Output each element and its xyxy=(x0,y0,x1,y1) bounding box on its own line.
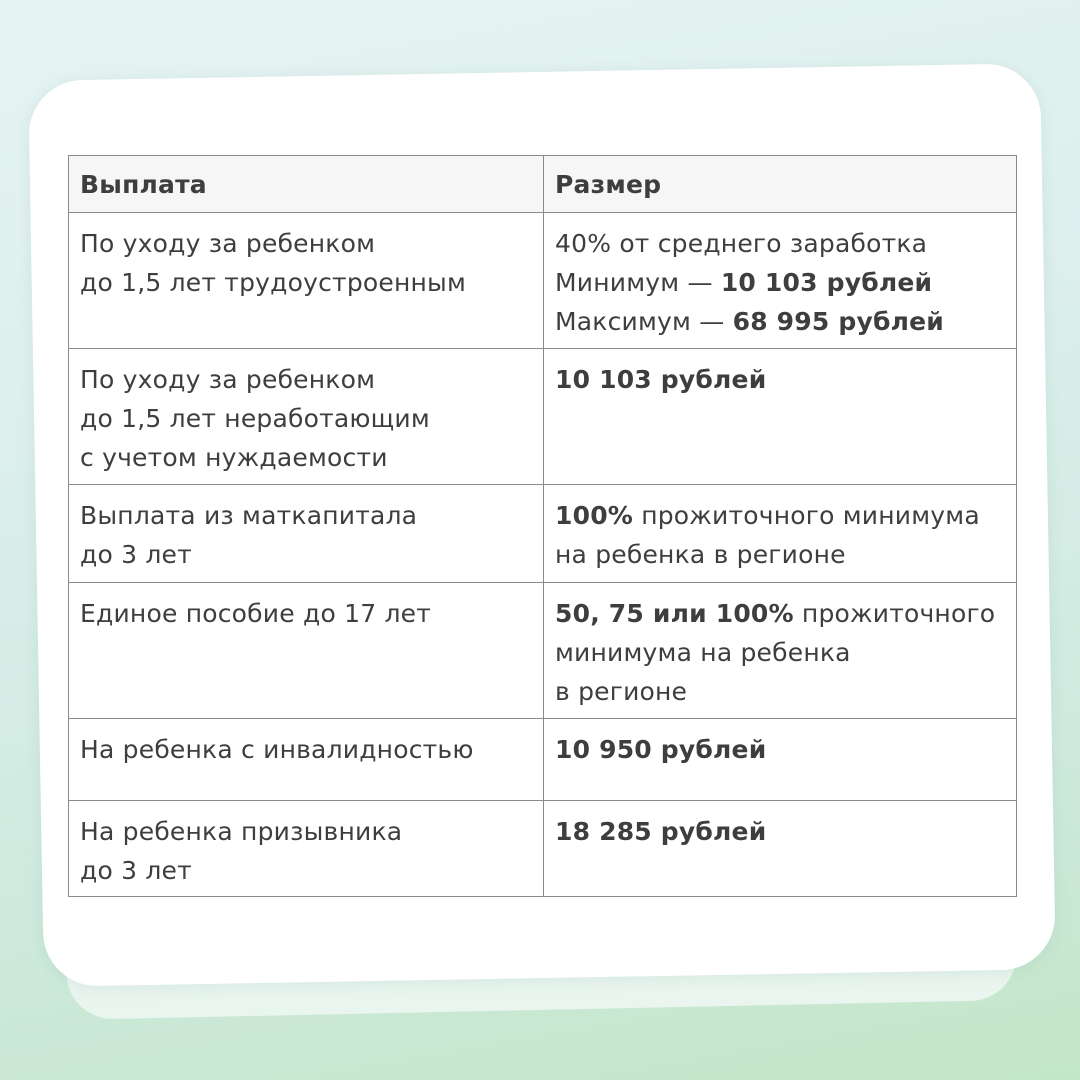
payment-cell xyxy=(69,719,544,801)
size-suffix: прожиточного xyxy=(793,599,996,628)
size-amount: 50, 75 или 100% xyxy=(555,599,794,628)
payment-text: По уходу за ребенком xyxy=(80,365,376,394)
payments-table xyxy=(68,155,1017,897)
size-amount: 10 103 рублей xyxy=(555,365,767,394)
size-text: минимума на ребенка xyxy=(555,638,851,667)
payment-text: Выплата из маткапитала xyxy=(80,501,418,530)
payment-text: до 1,5 лет неработающим xyxy=(80,404,430,433)
payment-cell xyxy=(69,801,544,897)
size-cell xyxy=(544,485,1017,583)
size-line xyxy=(555,594,1006,633)
payment-cell xyxy=(69,583,544,719)
payment-text: Единое пособие до 17 лет xyxy=(80,599,431,628)
payment-text: до 3 лет xyxy=(80,540,192,569)
table-row xyxy=(69,719,1017,801)
size-amount: 18 285 рублей xyxy=(555,817,767,846)
size-cell xyxy=(544,213,1017,349)
payment-text: На ребенка призывника xyxy=(80,817,403,846)
payment-cell xyxy=(69,349,544,485)
size-text: на ребенка в регионе xyxy=(555,540,846,569)
size-prefix: Минимум — xyxy=(555,268,721,297)
payment-cell xyxy=(69,213,544,349)
size-line xyxy=(555,496,1006,535)
size-prefix: Максимум — xyxy=(555,307,733,336)
size-amount: 68 995 рублей xyxy=(732,307,945,336)
payment-text: По уходу за ребенком xyxy=(80,229,376,258)
payment-cell xyxy=(69,485,544,583)
table-row xyxy=(69,583,1017,719)
size-cell xyxy=(544,719,1017,801)
size-amount: 100% xyxy=(555,501,634,530)
size-line xyxy=(555,302,1006,341)
size-cell xyxy=(544,583,1017,719)
size-cell xyxy=(544,349,1017,485)
header-size: Размер xyxy=(544,156,1017,213)
payment-text: до 1,5 лет трудоустроенным xyxy=(80,268,467,297)
size-text: в регионе xyxy=(555,677,688,706)
table-row xyxy=(69,485,1017,583)
size-line xyxy=(555,263,1006,302)
size-cell xyxy=(544,801,1017,897)
table-row xyxy=(69,349,1017,485)
size-amount: 10 103 рублей xyxy=(720,268,933,297)
table-header-row xyxy=(69,156,1017,213)
header-payment: Выплата xyxy=(69,156,544,213)
table-row xyxy=(69,801,1017,897)
size-suffix: прожиточного минимума xyxy=(633,501,980,530)
size-amount: 10 950 рублей xyxy=(555,735,767,764)
table-row xyxy=(69,213,1017,349)
payment-text: На ребенка с инвалидностью xyxy=(80,735,474,764)
size-text: 40% от среднего заработка xyxy=(555,229,928,258)
payment-text: с учетом нуждаемости xyxy=(80,443,388,472)
payment-text: до 3 лет xyxy=(80,856,192,885)
